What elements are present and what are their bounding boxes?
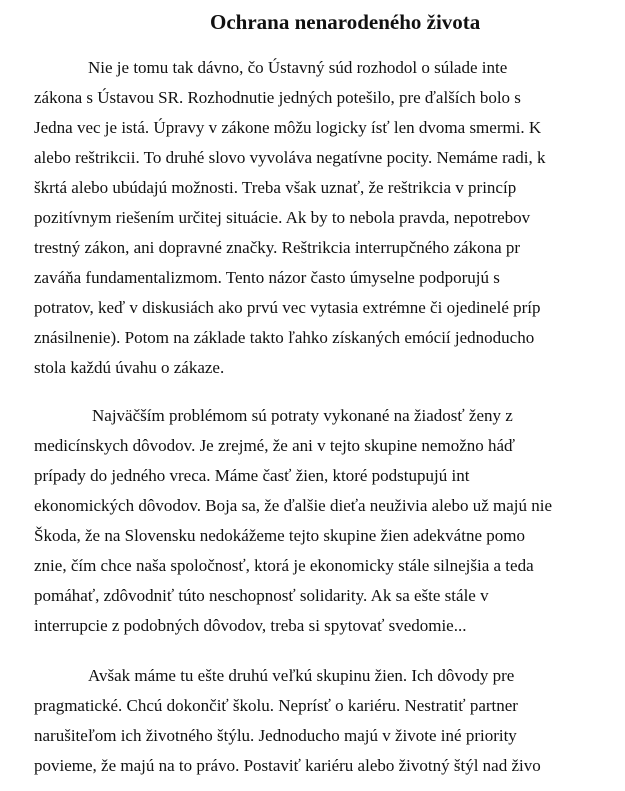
paragraph-1-line: škrtá alebo ubúdajú možnosti. Treba však uznať, že reštrikcia v princíp: [34, 178, 517, 197]
paragraph-2-line: prípady do jedného vreca. Máme časť žien, ktoré podstupujú int: [34, 466, 470, 485]
paragraph-1-line: potratov, keď v diskusiách ako prvú vec vytasia extrémne či ojedinelé príp: [34, 298, 541, 317]
paragraph-1-line: pozitívnym riešením určitej situácie. Ak by to nebola pravda, nepotrebov: [34, 208, 531, 227]
paragraph-2-line: Škoda, že na Slovensku nedokážeme tejto skupine žien adekvátne pomo: [34, 526, 525, 545]
paragraph-1-line: zákona s Ústavou SR. Rozhodnutie jedných potešilo, pre ďalších bolo s: [34, 88, 521, 107]
paragraph-1-line: Nie je tomu tak dávno, čo Ústavný súd rozhodol o súlade inte: [88, 58, 508, 77]
paragraph-1-line: stola každú úvahu o zákaze.: [34, 358, 225, 377]
paragraph-1-line: znásilnenie). Potom na základe takto ľahko získaných emócií jednoducho: [34, 328, 535, 347]
paragraph-2-line: ekonomických dôvodov. Boja sa, že ďalšie dieťa neuživia alebo už majú nie: [34, 496, 553, 515]
paragraph-2-line: Najväčším problémom sú potraty vykonané na žiadosť ženy z: [92, 406, 513, 425]
document-title: Ochrana nenarodeného života: [210, 10, 481, 34]
paragraph-2-line: interrupcie z podobných dôvodov, treba si spytovať svedomie...: [34, 616, 467, 635]
paragraph-1-line: zaváňa fundamentalizmom. Tento názor často úmyselne podporujú s: [34, 268, 500, 287]
paragraph-1-line: alebo reštrikcii. To druhé slovo vyvoláva negatívne pocity. Nemáme radi, k: [34, 148, 546, 167]
paragraph-2-line: pomáhať, zdôvodniť túto neschopnosť solidarity. Ak sa ešte stále v: [34, 586, 489, 605]
paragraph-2-line: medicínskych dôvodov. Je zrejmé, že ani v tejto skupine nemožno háď: [34, 436, 516, 455]
paragraph-2-line: znie, čím chce naša spoločnosť, ktorá je ekonomicky stále silnejšia a teda: [34, 556, 534, 575]
paragraph-3-line: pragmatické. Chcú dokončiť školu. Neprísť o kariéru. Nestratiť partner: [34, 696, 518, 715]
paragraph-3-line: povieme, že majú na to právo. Postaviť kariéru alebo životný štýl nad živo: [34, 756, 541, 775]
paragraph-1-line: trestný zákon, ani dopravné značky. Reštrikcia interrupčného zákona pr: [34, 238, 521, 257]
paragraph-1-line: Jedna vec je istá. Úpravy v zákone môžu logicky ísť len dvoma smermi. K: [34, 118, 542, 137]
paragraph-3-line: Avšak máme tu ešte druhú veľkú skupinu žien. Ich dôvody pre: [88, 666, 515, 685]
paragraph-3-line: narušiteľom ich životného štýlu. Jednoducho majú v živote iné priority: [34, 726, 517, 745]
